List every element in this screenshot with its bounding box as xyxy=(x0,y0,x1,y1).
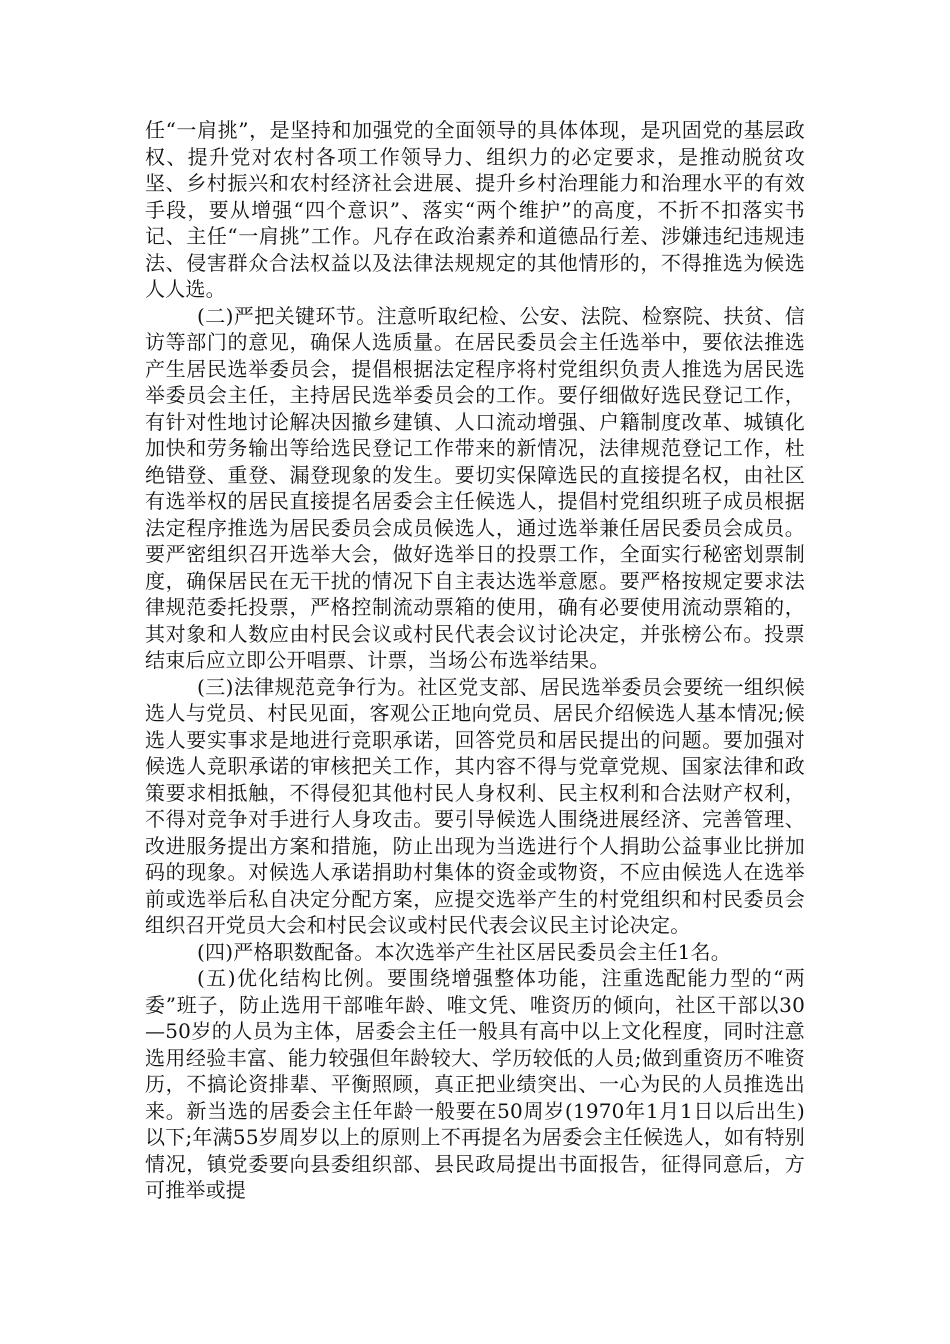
paragraph-position-allocation: (四)严格职数配备。本次选举产生社区居民委员会主任1名。 xyxy=(197,939,731,964)
paragraph-key-links: (二)严把关键环节。注意听取纪检、公安、法院、检察院、扶贫、信访等部门的意见，确保人选质量。在居民委员会主任选举中，要依法推选产生居民选举委员会，提倡根据法定程序将村党组织负责人推选为居民选举委员会主任，主持居民选举委员会的工作。要仔细做好选民登记工作，有针对性地讨论解决因撤乡建镇、人口流动增强、户籍制度改革、城镇化加快和劳务输出等给选民登记工作带来的新情况，法律规范登记工作，杜绝错登、重登、漏登现象的发生。要切实保障选民的直接提名权，由社区有选举权的居民直接提名居委会主任候选人，提倡村党组织班子成员根据法定程序推选为居民委员会成员候选人，通过选举兼任居民委员会成员。要严密组织召开选举大会，做好选举日的投票工作，全面实行秘密划票制度，确保居民在无干扰的情况下自主表达选举意愿。要严格按规定要求法律规范委托投票，严格控制流动票箱的使用，确有必要使用流动票箱的，其对象和人数应由村民会议或村民代表会议讨论决定，并张榜公布。投票结束后应立即公开唱票、计票，当场公布选举结果。 xyxy=(145,303,805,672)
paragraph-structure-ratio: (五)优化结构比例。要围绕增强整体功能，注重选配能力型的“两委”班子，防止选用干部唯年龄、唯文凭、唯资历的倾向，社区干部以30—50岁的人员为主体，居委会主任一般具有高中以上文化程度，同时注意选用经验丰富、能力较强但年龄较大、学历较低的人员;做到重资历不唯资历，不搞论资排辈、平衡照顾，真正把业绩突出、一心为民的人员推选出来。新当选的居委会主任年龄一般要在50周岁(1970年1月1日以后出生)以下;年满55岁周岁以上的原则上不再提名为居委会主任候选人，如有特别情况，镇党委要向县委组织部、县民政局提出书面报告，征得同意后，方可推举或提 xyxy=(145,966,805,1202)
paragraph-one-shoulder: 任“一肩挑”，是坚持和加强党的全面领导的具体体现，是巩固党的基层政权、提升党对农村各项工作领导力、组织力的必定要求，是推动脱贫攻坚、乡村振兴和农村经济社会进展、提升乡村治理能力和治理水平的有效手段，要从增强“四个意识”、落实“两个维护”的高度，不折不扣落实书记、主任“一肩挑”工作。凡存在政治素养和道德品行差、涉嫌违纪违规违法、侵害群众合法权益以及法律法规规定的其他情形的，不得推选为候选人人选。 xyxy=(145,118,805,301)
document-page xyxy=(145,117,805,1204)
paragraph-competition-behavior: (三)法律规范竞争行为。社区党支部、居民选举委员会要统一组织候选人与党员、村民见面，客观公正地向党员、居民介绍候选人基本情况;候选人要实事求是地进行竞职承诺，回答党员和居民提出的问题。要加强对候选人竞职承诺的审核把关工作，其内容不得与党章党规、国家法律和政策要求相抵触，不得侵犯其他村民人身权利、民主权利和合法财产权利，不得对竞争对手进行人身攻击。要引导候选人围绕进展经济、完善管理、改进服务提出方案和措施，防止出现为当选进行个人捐助公益事业比拼加码的现象。对候选人承诺捐助村集体的资金或物资，不应由候选人在选举前或选举后私自决定分配方案，应提交选举产生的村党组织和村民委员会组织召开党员大会和村民会议或村民代表会议民主讨论决定。 xyxy=(145,674,805,937)
